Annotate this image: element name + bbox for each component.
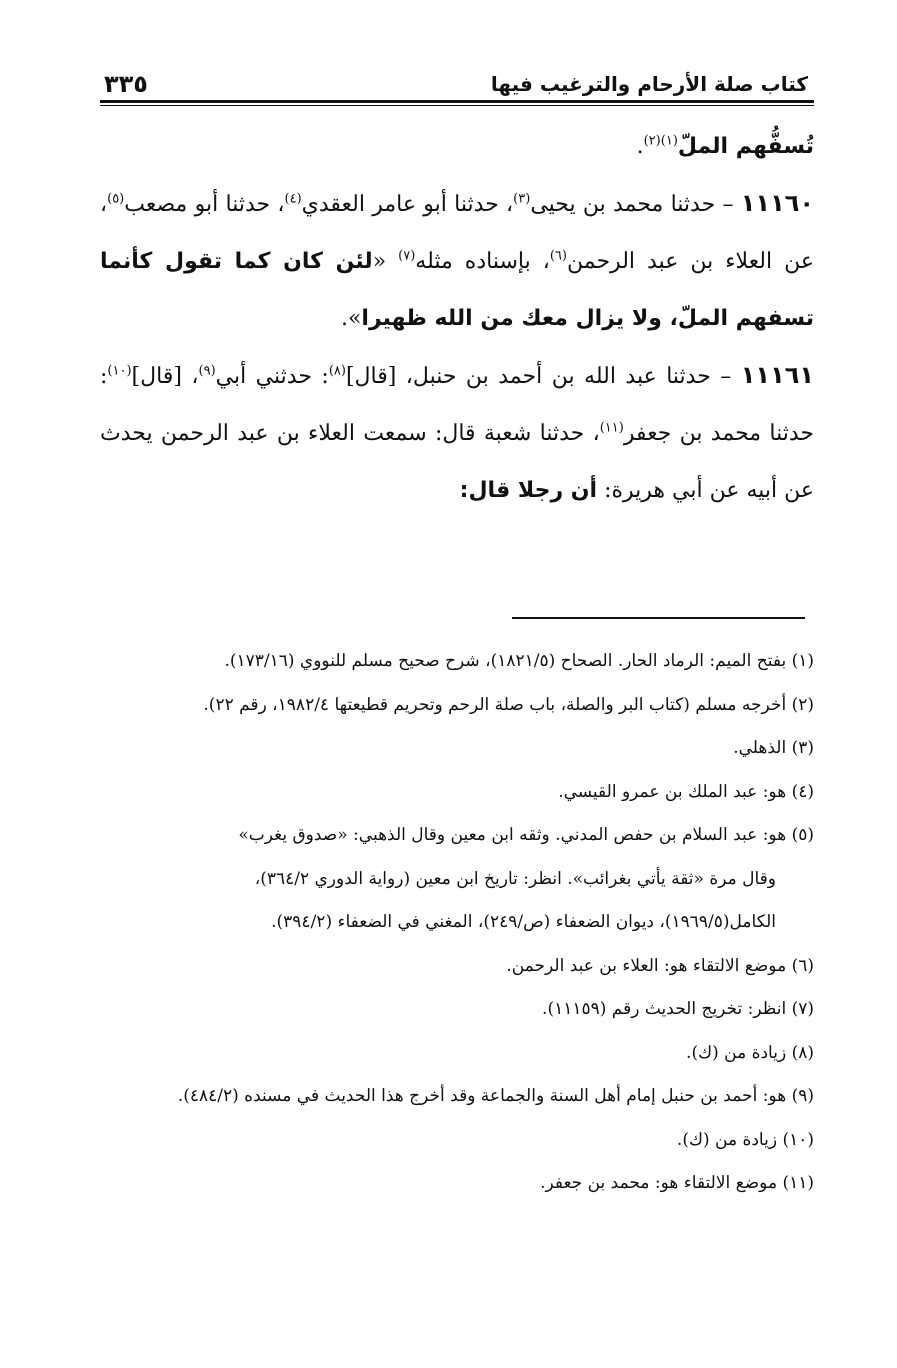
paragraph-continuation (100, 118, 814, 175)
isnad-text: ، بإسناده مثله (415, 249, 550, 274)
continued-matn: تُسفُّهم الملّ (677, 134, 814, 159)
footnote: (١١) موضع الالتقاء هو: محمد بن جعفر. (540, 1173, 814, 1193)
header-rule-thin (100, 105, 814, 106)
footnote-ref-7: (٧) (398, 248, 416, 264)
page-header (100, 60, 814, 100)
isnad-text: ، حدثنا أبو عامر العقدي (301, 192, 514, 217)
matn-text: أن رجلا قال: (459, 478, 598, 503)
footnote: (١٠) زيادة من (ك). (676, 1129, 814, 1150)
footnote-ref-5: (٥) (107, 191, 125, 207)
quote-open: « (372, 249, 399, 274)
footnote-ref-1-2: (١)(٢) (643, 133, 678, 149)
footnote: (٥) هو: عبد السلام بن حفص المدني. وثقه ابن معين وقال الذهبي: «صدوق يغرب» (238, 825, 814, 845)
isnad-text: – حدثنا عبد الله بن أحمد بن حنبل، [قال] (345, 364, 741, 389)
footnote: (٩) هو: أحمد بن حنبل إمام أهل السنة والجماعة وقد أخرج هذا الحديث في مسنده (٤٨٤/٢). (177, 1086, 814, 1106)
isnad-text: ، حدثنا شعبة قال: سمعت العلاء بن عبد الرحمن يحدث عن أبيه عن أبي هريرة: (100, 421, 814, 503)
footnote-continuation: وقال مرة «ثقة يأتي بغرائب». انظر: تاريخ ابن معين (رواية الدوري ٣٦٤/٢)، (254, 868, 776, 889)
footnotes (100, 640, 814, 1206)
isnad-text: ، [قال] (131, 364, 199, 389)
footnote-ref-10: (١٠) (107, 363, 132, 379)
footnote-ref-3: (٣) (513, 191, 531, 207)
footnote: (٨) زيادة من (ك). (686, 1042, 814, 1063)
quote-close: ». (340, 306, 362, 331)
hadith-11161 (100, 347, 814, 519)
footnote-ref-9: (٩) (198, 363, 216, 379)
header-rule (100, 100, 814, 103)
footnote-continuation: الكامل(١٩٦٩/٥)، ديوان الضعفاء (ص/٢٤٩)، المغني في الضعفاء (٣٩٤/٢). (271, 912, 776, 932)
footnote: (٦) موضع الالتقاء هو: العلاء بن عبد الرحمن. (506, 955, 814, 976)
footnote-ref-11: (١١) (599, 420, 624, 436)
footnote-ref-4: (٤) (284, 191, 302, 207)
footnote: (٣) الذهلي. (733, 738, 814, 758)
isnad-text: : حدثني أبي (215, 364, 329, 389)
footnote: (٢) أخرجه مسلم (كتاب البر والصلة، باب صلة الرحم وتحريم قطيعتها ١٩٨٢/٤، رقم ٢٢). (203, 694, 814, 715)
footnote: (٧) انظر: تخريج الحديث رقم (١١١٥٩). (542, 999, 814, 1019)
running-title: كتاب صلة الأرحام والترغيب فيها (490, 72, 808, 96)
hadith-11160 (100, 175, 814, 347)
hadith-number: ١١١٦١ (740, 361, 815, 389)
footnote-separator (512, 617, 805, 619)
main-text (100, 118, 814, 519)
isnad-text: : حدثنا محمد بن جعفر (100, 364, 814, 446)
footnote-ref-8: (٨) (328, 363, 346, 379)
footnote-ref-6: (٦) (549, 248, 567, 264)
matn-text: لئن كان كما تقول كأنما تسفهم الملّ، ولا يزال معك من الله ظهيرا (100, 249, 814, 331)
isnad-text: – حدثنا محمد بن يحيى (530, 192, 741, 217)
sentence-end: . (636, 134, 644, 159)
page-number: ٣٣٥ (104, 70, 148, 98)
isnad-text: ، عن العلاء بن عبد الرحمن (100, 192, 814, 274)
footnote: (١) بفتح الميم: الرماد الحار. الصحاح (١٨٢١/٥)، شرح صحيح مسلم للنووي (١٧٣/١٦). (224, 651, 814, 671)
isnad-text: ، حدثنا أبو مصعب (124, 192, 285, 217)
hadith-number: ١١١٦٠ (740, 189, 815, 217)
footnote: (٤) هو: عبد الملك بن عمرو القيسي. (558, 781, 814, 802)
